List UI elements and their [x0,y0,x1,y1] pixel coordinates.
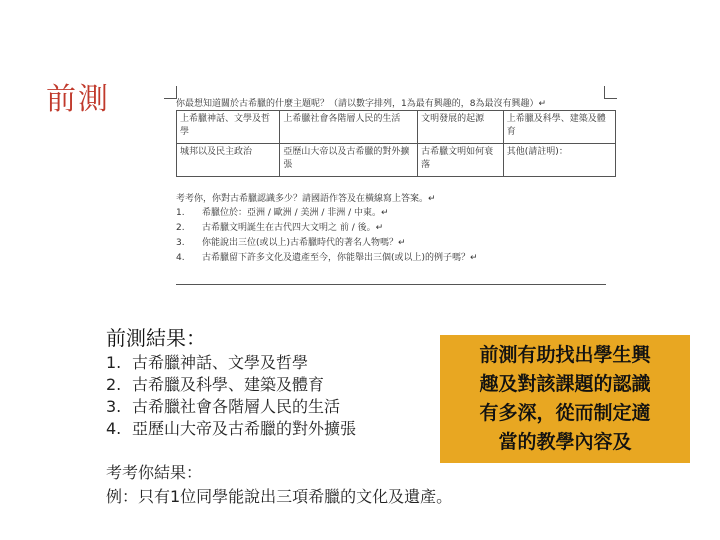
slide-title: 前測 [46,82,110,117]
quiz-list [176,206,478,266]
result-text: 古希臘社會各階層人民的生活 [132,397,341,416]
item-text: 你能說出三位(或以上)古希臘時代的著名人物嗎？↵ [202,238,406,248]
result-item [106,396,356,418]
result-number: 1. [106,353,122,372]
result-number: 4. [106,419,122,438]
question-2: 考考你，你對古希臘認識多少？請國語作答及在橫線寫上答案。↵ [176,194,436,204]
item-text: 古希臘文明誕生在古代四大文明之 前 / 後。↵ [202,223,384,233]
results-title: 前測結果： [106,326,206,350]
result-text: 古希臘及科學、建築及體育 [132,375,325,394]
table-cell: 古希臘文明如何衰落 [418,144,504,177]
results-list [106,352,356,440]
table-row [177,144,616,177]
item-text: 希臘位於：亞洲 / 歐洲 / 美洲 / 非洲 / 中東。↵ [202,208,389,218]
quiz-result-label: 考考你結果： [106,463,203,482]
callout-line: 趣及對該課題的認識 [479,373,651,395]
item-number: 4. [176,253,185,263]
quiz-result-example: 例：只有1位同學能說出三項希臘的文化及遺產。 [106,487,453,506]
list-item [176,206,478,221]
corner-mark [604,86,617,99]
list-item [176,251,478,266]
item-number: 1. [176,208,185,218]
result-text: 亞歷山大帝及古希臘的對外擴張 [132,419,357,438]
result-item [106,374,356,396]
table-cell: 上希臘社會各階層人民的生活 [280,111,418,144]
table-cell: 文明發展的起源 [418,111,504,144]
table-cell: 其他(請註明)： [503,144,615,177]
callout-line: 前測有助找出學生興 [479,344,651,366]
table-cell: 城邦以及民主政治 [177,144,280,177]
result-item [106,352,356,374]
question-1: 你最想知道關於古希臘的什麼主題呢？（請以數字排列，1為最有興趣的，8為最沒有興趣）↵ [176,99,546,109]
result-number: 3. [106,397,122,416]
callout-line: 有多深，從而制定適 [479,402,651,424]
callout-line: 當的教學內容及 [498,431,632,453]
answer-line [176,284,606,285]
table-cell: 上希臘神話、文學及哲學 [177,111,280,144]
item-number: 2. [176,223,185,233]
topic-table [176,110,616,177]
list-item [176,236,478,251]
result-text: 古希臘神話、文學及哲學 [132,353,309,372]
table-cell: 上希臘及科學、建築及體育 [503,111,615,144]
questionnaire-scan [172,88,617,288]
result-number: 2. [106,375,122,394]
callout-box [440,335,690,463]
item-number: 3. [176,238,185,248]
list-item [176,221,478,236]
table-row [177,111,616,144]
result-item [106,418,356,440]
item-text: 古希臘留下許多文化及遺產至今，你能舉出三個(或以上)的例子嗎？↵ [202,253,478,263]
table-cell: 亞歷山大帝以及古希臘的對外擴張 [280,144,418,177]
